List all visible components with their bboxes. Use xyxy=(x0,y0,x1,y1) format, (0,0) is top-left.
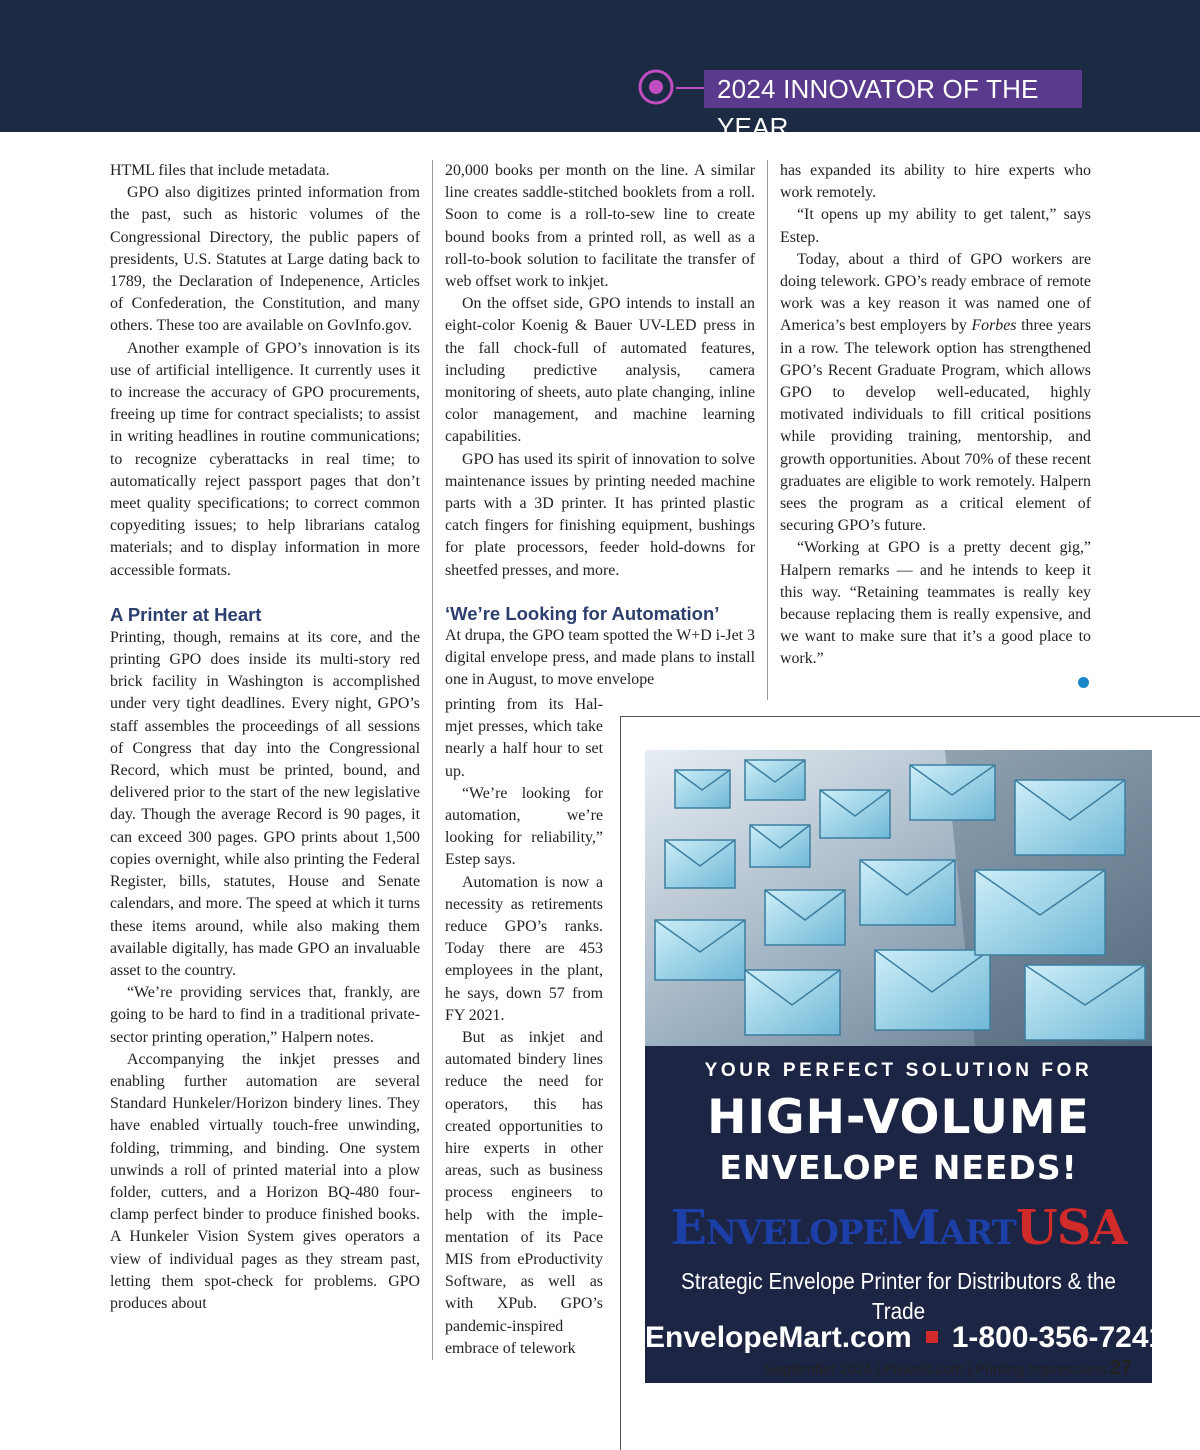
article-column-1 xyxy=(110,160,420,1315)
paragraph: But as inkjet and automated bindery lines reduce the need for operators, this has created opportunities to hire experts in other areas, such as business process engineers to help with the implementation of its Pace MIS from eProductivity Software, as well as with XPub. GPO’s pandemic-inspired embrace of telework xyxy=(445,1029,603,1357)
forbes-italic: Forbes xyxy=(971,317,1017,335)
envelopemart-logo: EnvelopeMartUSA xyxy=(670,1200,1127,1256)
article-column-2-narrow xyxy=(445,694,603,1360)
header-band xyxy=(0,0,1200,132)
article-column-2 xyxy=(445,160,755,691)
ad-headline-small: YOUR PERFECT SOLUTION FOR xyxy=(704,1060,1093,1081)
paragraph: “Working at GPO is a pretty decent gig,” Halpern remarks — and he intends to keep it this way. “Retaining teammates is really key because replacing them is really expensive, and we want to make sure that it’s a good place to work.” xyxy=(780,539,1091,668)
end-of-article-dot xyxy=(1078,677,1089,688)
paragraph: Accompanying the inkjet presses and enabling further automation are several Standard Hunkeler/Horizon bindery lines. They have enabled virtually touch-free unwinding, folding, trimming, and binding. One system unwinds a roll of printed material into a plow folder, cutters, and a Horizon BQ-480 four-clamp perfect binder to produce finished books. A Hunkeler Vision System gives operators a view of individual pages as they stream past, letting them spot-check for problems. GPO produces about xyxy=(110,1050,420,1312)
paragraph: Printing, though, remains at its core, and the printing GPO does inside its multi-story red brick facility in Washington is accomplished under very tight deadlines. Every night, GPO’s staff assembles the proceedings of all sessions of Congress that day into the Congressional Record, which must be printed, bound, and delivered prior to the start of the new legislative day. Though the average Record is 90 pages, it can exceed 300 pages. GPO prints about 1,500 copies overnight, while also printing the Federal Register, bills, statutes, House and Senate calendars, and more. The speed at which it turns these items around, while also making them available digitally, has made GPO an invaluable asset to the country. xyxy=(110,628,420,979)
paragraph: printing from its Halmjet presses, which take nearly a half hour to set up. xyxy=(445,696,603,780)
article-column-3 xyxy=(780,160,1091,671)
paragraph: Automation is now a necessity as retirements reduce GPO’s ranks. Today there are 453 employees in the plant, he says, down 57 from FY 2021. xyxy=(445,873,603,1024)
ad-headline-large: HIGH-VOLUME xyxy=(707,1090,1090,1145)
ad-tagline: Strategic Envelope Printer for Distributors & the Trade xyxy=(681,1268,1116,1324)
column-rule xyxy=(432,160,433,1360)
paragraph: Today, about a third of GPO workers are doing telework. GPO’s ready embrace of remote work was a key reason it was named one of America’s best employers by Forbes three years in a row. The telework option has strengthened GPO’s Recent Graduate Program, which allows GPO to develop well-educated, highly motivated individuals to fill critical positions while providing training, mentorship, and growth opportunities. About 70% of these recent graduates are eligible to work remotely. Halpern sees the program as a critical element of securing GPO’s future. xyxy=(780,250,1092,535)
target-icon xyxy=(636,67,676,107)
ad-headline-medium: ENVELOPE NEEDS! xyxy=(719,1148,1078,1187)
column-rule xyxy=(767,160,768,700)
subheading-printer-at-heart: A Printer at Heart xyxy=(110,603,262,625)
ad-website[interactable]: EnvelopeMart.com xyxy=(645,1321,912,1354)
paragraph: GPO has used its spirit of innovation to solve maintenance issues by printing needed machine parts with a 3D printer. It has printed plastic catch fingers for finishing equipment, bushings for plate processors, feeder hold-downs for sheetfed presses, and more. xyxy=(445,450,755,579)
separator-square-icon xyxy=(926,1331,938,1343)
ad-panel xyxy=(645,1046,1166,1383)
paragraph: HTML files that include metadata. xyxy=(110,162,330,179)
footer-text: September 2024 | PIworld.com | Printing Impressions xyxy=(764,1362,1107,1378)
paragraph: On the offset side, GPO intends to install an eight-color Koenig & Bauer UV-LED press in the fall chock-full of automated features, including predictive analysis, camera monitoring of sheets, auto plate changing, inline color management, and machine learning capabilities. xyxy=(445,295,755,446)
paragraph: has expanded its ability to hire experts who work remotely. xyxy=(780,162,1091,202)
paragraph: “We’re looking for automation, we’re looking for reliability,” Estep says. xyxy=(445,784,603,869)
paragraph: 20,000 books per month on the line. A similar line creates saddle-stitched booklets from a roll. Soon to come is a roll-to-sew line to create bound books from a printed roll, as well as a roll-to-book solution to facilitate the transfer of web offset work to inkjet. xyxy=(445,162,755,291)
envelopes-illustration xyxy=(645,750,1152,1046)
paragraph: At drupa, the GPO team spotted the W+D i-Jet 3 digital envelope press, and made plans to install one in August, to move envelope xyxy=(445,626,755,689)
subheading-looking-for-automation: ‘We’re Looking for Automation’ xyxy=(445,602,720,624)
ad-phone[interactable]: 1-800-356-7241 xyxy=(951,1321,1166,1354)
ad-contact xyxy=(645,1320,1166,1356)
page-footer xyxy=(765,1357,1132,1380)
header-connector-line xyxy=(676,87,704,89)
page-number: 27 xyxy=(1109,1357,1132,1379)
paragraph: Another example of GPO’s innovation is its use of artificial intelligence. It currently uses it to increase the accuracy of GPO procurements, freeing up time for contract specialists; to assist in writing headlines in routine communications; to recognize cyberattacks in real time; to automatically reject passport pages that don’t meet quality specifications; to correct common copyediting issues; to help librarians catalog materials; and to display information in more accessible formats. xyxy=(110,339,420,579)
paragraph: “It opens up my ability to get talent,” says Estep. xyxy=(780,206,1091,246)
section-tag: 2024 INNOVATOR OF THE YEAR xyxy=(704,70,1082,108)
paragraph: “We’re providing services that, frankly, are going to be hard to find in a traditional private-sector printing operation,” Halpern notes. xyxy=(110,984,420,1046)
paragraph: GPO also digitizes printed information from the past, such as historic volumes of the Congressional Directory, the public papers of presidents, U.S. Statutes at Large dating back to 1789, the Declaration of Indepenence, Articles of Confederation, the Constitution, and many others. These too are available on GovInfo.gov. xyxy=(110,184,420,335)
